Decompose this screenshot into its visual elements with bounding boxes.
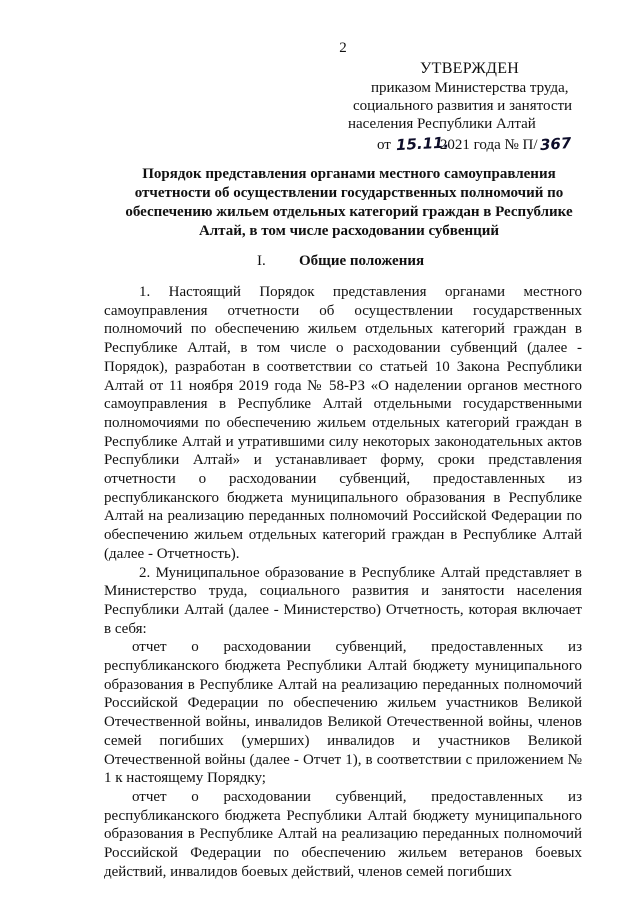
handwritten-order-number: 367: [538, 133, 572, 155]
approval-heading: УТВЕРЖДЕН: [420, 60, 520, 77]
approval-year-text: 2021 года № П/: [439, 137, 538, 153]
approval-date-line: [377, 135, 571, 154]
approval-line-2: социального развития и занятости: [353, 98, 573, 114]
approval-line-1: приказом Министерства труда,: [371, 80, 569, 96]
paragraph-2: 2. Муниципальное образование в Республике Алтай представляет в Министерство труда, социального развития и занятости населения Республики Алтай (далее - Министерство) Отчетность, которая включает в себя:: [104, 564, 582, 637]
approval-date-prefix: от: [377, 137, 391, 153]
paragraph-report-2: отчет о расходовании субвенций, предоставленных из республиканского бюджета Республики Алтай бюджету муниципального образования в Республике Алтай на реализацию переданных полномочий Российской Федерации по обеспечению жильем ветеранов боевых действий, инвалидов боевых действий, членов семей погибших: [104, 788, 582, 880]
document-body: [104, 283, 582, 882]
approval-line-3: населения Республики Алтай: [348, 116, 536, 132]
section-title: Общие положения: [299, 253, 425, 269]
page-number: 2: [339, 40, 347, 56]
document-title: Порядок представления органами местного самоуправления отчетности об осуществлении государственных полномочий по обеспечению жильем отдельных категорий граждан в Республике Алтай, в том числе расходовании субвенций: [125, 166, 573, 239]
section-number: I.: [257, 253, 266, 269]
paragraph-report-1: отчет о расходовании субвенций, предоставленных из республиканского бюджета Республики Алтай бюджету муниципального образования в Республике Алтай на реализацию переданных полномочий Российской Федерации по обеспечению жильем участников Великой Отечественной войны, инвалидов Великой Отечественной войны, членов семей погибших (умерших) инвалидов и участников Великой Отечественной войны (далее - Отчет 1), в соответствии с приложением № 1 к настоящему Порядку;: [104, 639, 582, 787]
paragraph-1: 1. Настоящий Порядок представления органами местного самоуправления отчетности об осуществлении государственных полномочий по обеспечению жильем отдельных категорий граждан в Республике Алтай, в том числе о расходовании субвенций (далее - Порядок), разработан в соответствии со статьей 10 Закона Республики Алтай от 11 ноября 2019 года № 58-РЗ «О наделении органов местного самоуправления в Республике Алтай отдельными государственными полномочиями по обеспечению жильем отдельных категорий граждан в Республике Алтай и утратившими силу некоторых законодательных актов Республики Алтай» и устанавливает форму, сроки представления отчетности о расходовании субвенций, предоставленных из республиканского бюджета муниципального образования в Республике Алтай на реализацию переданных полномочий Российской Федерации по обеспечению жильем отдельных категорий граждан в Республике Алтай (далее - Отчетность).: [104, 284, 582, 562]
handwritten-date: 15.11.: [395, 133, 450, 155]
